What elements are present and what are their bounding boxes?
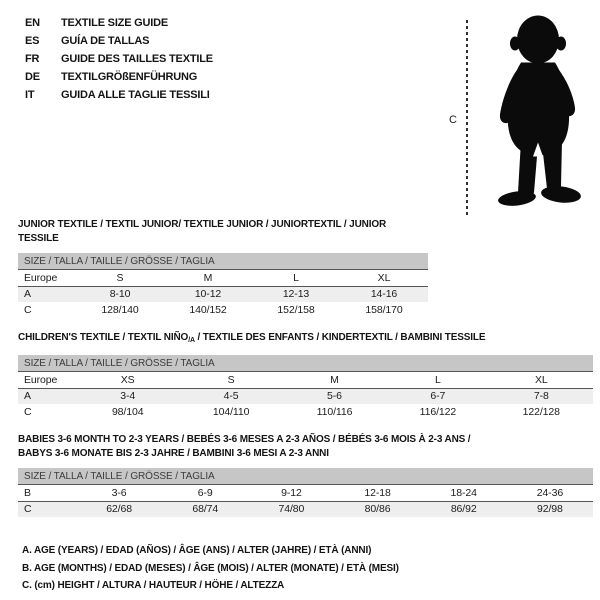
height-measure-figure [449, 10, 594, 210]
size-cell: XS [76, 372, 179, 388]
size-cell: 152/158 [277, 304, 315, 316]
page-header [0, 0, 600, 205]
table-row-europe [18, 372, 593, 388]
size-header-bar: SIZE / TALLA / TAILLE / GRÖSSE / TAGLIA [18, 253, 428, 270]
size-cell: 12-13 [282, 288, 310, 301]
size-cell: 3-4 [120, 390, 136, 403]
junior-size-table [18, 270, 428, 318]
size-cell: 158/170 [365, 304, 403, 316]
children-title-sub: /A [188, 337, 195, 344]
table-row-c [18, 404, 593, 420]
table-row-c [18, 302, 428, 318]
size-cell: 6-7 [430, 390, 446, 403]
size-cell: 104/110 [212, 406, 250, 418]
row-label: C [24, 304, 32, 316]
size-cell: 18-24 [421, 485, 507, 501]
size-cell: 4-5 [223, 390, 239, 403]
size-cell: 8-10 [109, 288, 131, 301]
children-size-section [18, 331, 593, 420]
size-cell: 140/152 [189, 304, 227, 316]
size-header-bar: SIZE / TALLA / TAILLE / GRÖSSE / TAGLIA [18, 355, 593, 372]
size-tables-area [0, 218, 600, 517]
language-title: TEXTILE SIZE GUIDE [61, 17, 169, 29]
babies-title-line2: BABYS 3-6 MONATE BIS 2-3 JAHRE / BAMBINI 3-6 MESI A 2-3 ANNI [18, 448, 329, 459]
size-cell: 128/140 [101, 304, 139, 316]
language-code: ES [25, 35, 40, 47]
language-code: DE [25, 71, 40, 83]
size-cell: 80/86 [364, 503, 391, 516]
babies-size-table [18, 485, 593, 517]
language-code: IT [25, 89, 35, 101]
size-cell: L [252, 270, 340, 286]
babies-size-section [18, 433, 593, 517]
size-cell: 10-12 [194, 288, 222, 301]
size-cell: 98/104 [111, 406, 144, 418]
size-cell: S [179, 372, 282, 388]
size-cell: M [283, 372, 386, 388]
language-title: GUIDA ALLE TAGLIE TESSILI [61, 89, 210, 101]
table-row-b [18, 485, 593, 501]
size-cell: 14-16 [370, 288, 398, 301]
size-cell: 3-6 [76, 485, 162, 501]
children-size-table [18, 372, 593, 420]
size-cell: 68/74 [192, 503, 219, 516]
children-table-title [18, 331, 593, 348]
size-cell: 110/116 [316, 406, 353, 418]
size-cell: XL [340, 270, 428, 286]
babies-title-line1: BABIES 3-6 MONTH TO 2-3 YEARS / BEBÉS 3-6 MESES A 2-3 AÑOS / BÉBÉS 3-6 MOIS À 2-3 ANS / [18, 434, 471, 445]
language-row-it [25, 86, 213, 104]
height-dashed-line-icon [466, 20, 468, 217]
size-cell: 116/122 [419, 406, 457, 418]
footnote-c: C. (cm) HEIGHT / ALTURA / HAUTEUR / HÖHE / ALTEZZA [22, 580, 285, 591]
language-title: GUIDE DES TAILLES TEXTILE [61, 53, 213, 65]
language-title: TEXTILGRÖßENFÜHRUNG [61, 71, 198, 83]
language-row-de [25, 68, 213, 86]
size-cell: 7-8 [533, 390, 549, 403]
junior-table-title: JUNIOR TEXTILE / TEXTIL JUNIOR/ TEXTILE JUNIOR / JUNIORTEXTIL / JUNIOR TESSILE [18, 219, 387, 244]
row-label: A [24, 288, 31, 301]
language-title-list [25, 14, 213, 205]
table-row-europe [18, 270, 428, 286]
table-row-a [18, 286, 428, 302]
language-code: EN [25, 17, 40, 29]
size-cell: XL [490, 372, 593, 388]
table-row-a [18, 388, 593, 404]
language-row-en [25, 14, 213, 32]
size-cell: 6-9 [162, 485, 248, 501]
size-cell: 9-12 [248, 485, 334, 501]
size-header-bar: SIZE / TALLA / TAILLE / GRÖSSE / TAGLIA [18, 468, 593, 485]
size-cell: S [76, 270, 164, 286]
language-title: GUÍA DE TALLAS [61, 35, 150, 47]
table-row-c [18, 501, 593, 517]
size-cell: 122/128 [522, 406, 560, 418]
size-cell: 92/98 [537, 503, 563, 516]
children-title-post: / TEXTILE DES ENFANTS / KINDERTEXTIL / BAMBINI TESSILE [194, 332, 486, 343]
row-label: Europe [18, 270, 76, 286]
language-row-es [25, 32, 213, 50]
size-cell: 12-18 [334, 485, 420, 501]
toddler-silhouette-icon [481, 12, 594, 213]
junior-size-section [18, 218, 428, 318]
size-cell: 5-6 [327, 390, 342, 403]
size-cell: 86/92 [450, 503, 477, 516]
legend-footnotes [22, 542, 600, 595]
footnote-a: A. AGE (YEARS) / EDAD (AÑOS) / ÂGE (ANS) / ALTER (JAHRE) / ETÀ (ANNI) [22, 545, 372, 556]
size-cell: M [164, 270, 252, 286]
size-cell: 74/80 [278, 503, 305, 516]
footnote-b: B. AGE (MONTHS) / EDAD (MESES) / ÂGE (MOIS) / ALTER (MONATE) / ETÀ (MESI) [22, 562, 399, 574]
row-label: Europe [18, 372, 76, 388]
children-title-pre: CHILDREN'S TEXTILE / TEXTIL NIÑO [18, 332, 189, 343]
language-row-fr [25, 50, 213, 68]
babies-table-title [18, 433, 593, 461]
size-cell: 24-36 [507, 485, 593, 501]
row-label: A [24, 390, 31, 403]
row-label: C [24, 406, 32, 418]
measure-label-c: C [449, 114, 457, 126]
size-cell: L [386, 372, 489, 388]
size-cell: 62/68 [106, 503, 132, 516]
row-label: B [18, 485, 76, 501]
language-code: FR [25, 53, 40, 65]
row-label: C [24, 503, 32, 516]
